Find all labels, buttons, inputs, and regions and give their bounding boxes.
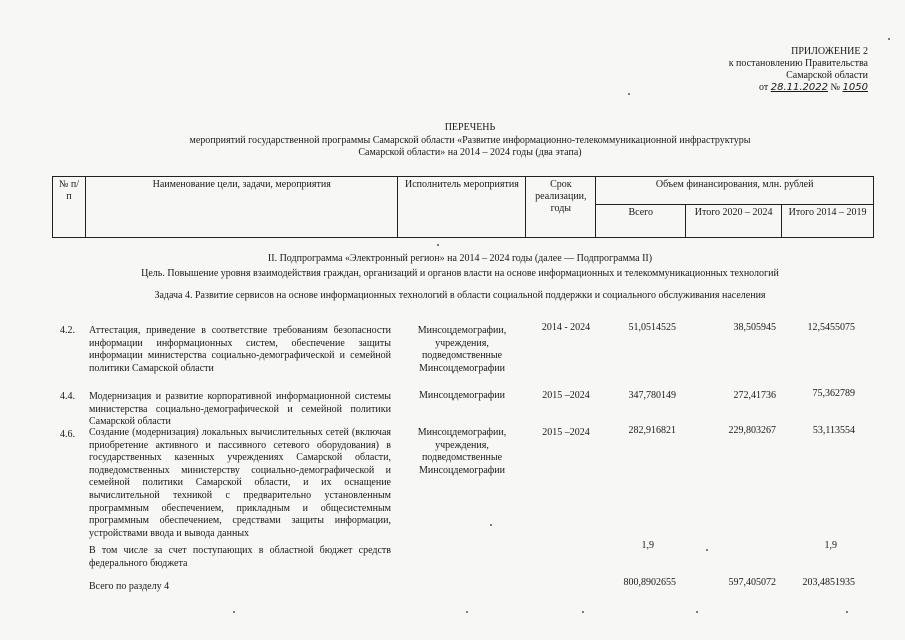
- scan-speck: [888, 38, 890, 40]
- row-4-6-executor: Минсоцдемографии, учреждения, подведомственные Минсоцдемографии: [417, 427, 507, 476]
- row-4-2-total: 51,0514525: [628, 322, 676, 333]
- row-4-2-term: 2014 - 2024: [541, 322, 591, 333]
- subprogram-heading: II. Подпрограмма «Электронный регион» на 2014 – 2024 годы (далее — Подпрограмма II): [267, 253, 653, 264]
- federal-total-2014: 1,9: [824, 540, 837, 551]
- header-total-2014: Итого 2014 – 2019: [782, 205, 874, 238]
- row-4-6-name: Создание (модернизация) локальных вычислительных сетей (включая приобретение активного и пассивного сетевого оборудования) в государственных казенных учреждениях Самарской области, подведомственных министерству социально-демографической и семейной политики Самарской области, и их оснащение вычислительной техникой с предварительно установленным программным обеспечением, прикладным и общесистемным программным обеспечением, средствами защиты информации, устройствами ввода и вывода данных: [89, 427, 391, 539]
- row-4-6-term: 2015 –2024: [542, 427, 590, 438]
- handwritten-number: 1050: [842, 82, 868, 93]
- appendix-date-line: [700, 82, 868, 94]
- row-4-2-name: Аттестация, приведение в соответствие требованиям безопасности информации информационных систем, обеспечение защиты информации министерства социально-демографической и семейной политики Самарской области: [89, 325, 391, 374]
- scan-speck: [582, 611, 584, 613]
- header-num: № п/п: [53, 177, 86, 238]
- scan-speck: [490, 524, 492, 526]
- header-funding: Объем финансирования, млн. рублей: [596, 177, 874, 205]
- section-total-2014: 203,4851935: [802, 577, 855, 588]
- row-4-4-executor: Минсоцдемографии: [419, 390, 505, 401]
- section-total-2020: 597,405072: [728, 577, 776, 588]
- appendix-line-2: к постановлению Правительства: [728, 58, 868, 69]
- row-4-2-total-2014: 12,5455075: [807, 322, 855, 333]
- title-line-3: Самарской области» на 2014 – 2024 годы (два этапа): [358, 147, 582, 158]
- scan-speck: [466, 611, 468, 613]
- scan-speck: [233, 611, 235, 613]
- row-4-6-num: 4.6.: [60, 429, 75, 440]
- date-prefix: от: [758, 82, 769, 93]
- header-term: Срок реализации, годы: [526, 177, 596, 238]
- handwritten-date: 28.11.2022: [770, 82, 828, 93]
- header-name: Наименование цели, задачи, мероприятия: [85, 177, 398, 238]
- appendix-title: ПРИЛОЖЕНИЕ 2: [791, 46, 868, 57]
- federal-label: В том числе за счет поступающих в областной бюджет средств федерального бюджета: [89, 545, 391, 569]
- row-4-4-total: 347,780149: [628, 390, 676, 401]
- task-heading: Задача 4. Развитие сервисов на основе информационных технологий в области социальной поддержки и социального обслуживания населения: [154, 290, 766, 301]
- scan-speck: [437, 244, 439, 246]
- header-total: Всего: [596, 205, 686, 238]
- row-4-2-num: 4.2.: [60, 325, 75, 336]
- row-4-4-total-2020: 272,41736: [733, 390, 776, 401]
- row-4-4-name: Модернизация и развитие корпоративной информационной системы министерства социально-демографической и семейной политики Самарской области: [89, 391, 391, 428]
- appendix-line-3: Самарской области: [786, 70, 868, 81]
- row-4-2-executor: Минсоцдемографии, учреждения, подведомственные Минсоцдемографии: [417, 325, 507, 374]
- appendix-block: [700, 46, 868, 94]
- federal-total: 1,9: [641, 540, 654, 551]
- number-sign: №: [830, 82, 841, 93]
- scan-speck: [696, 611, 698, 613]
- section-total-label: Всего по разделу 4: [89, 581, 170, 592]
- row-4-6-total-2020: 229,803267: [728, 425, 776, 436]
- table-header: [52, 176, 874, 238]
- row-4-6-total-2014: 53,113554: [812, 425, 855, 436]
- header-total-2020: Итого 2020 – 2024: [686, 205, 782, 238]
- row-4-4-num: 4.4.: [60, 391, 75, 402]
- header-executor: Исполнитель мероприятия: [398, 177, 526, 238]
- title-line-2: мероприятий государственной программы Самарской области «Развитие информационно-телекоммуникационной инфраструктуры: [189, 134, 751, 146]
- document-title: [100, 122, 840, 160]
- row-4-4-total-2014: 75,362789: [812, 388, 855, 399]
- goal-heading: Цель. Повышение уровня взаимодействия граждан, организаций и органов власти на основе информационных и телекоммуникационных технологий: [141, 268, 779, 279]
- section-total-total: 800,8902655: [623, 577, 676, 588]
- row-4-6-total: 282,916821: [628, 425, 676, 436]
- row-4-4-term: 2015 –2024: [542, 390, 590, 401]
- row-4-2-total-2020: 38,505945: [733, 322, 776, 333]
- scan-speck: [846, 611, 848, 613]
- scan-speck: [706, 549, 708, 551]
- title-heading: ПЕРЕЧЕНЬ: [444, 122, 496, 133]
- scan-speck: [628, 93, 630, 95]
